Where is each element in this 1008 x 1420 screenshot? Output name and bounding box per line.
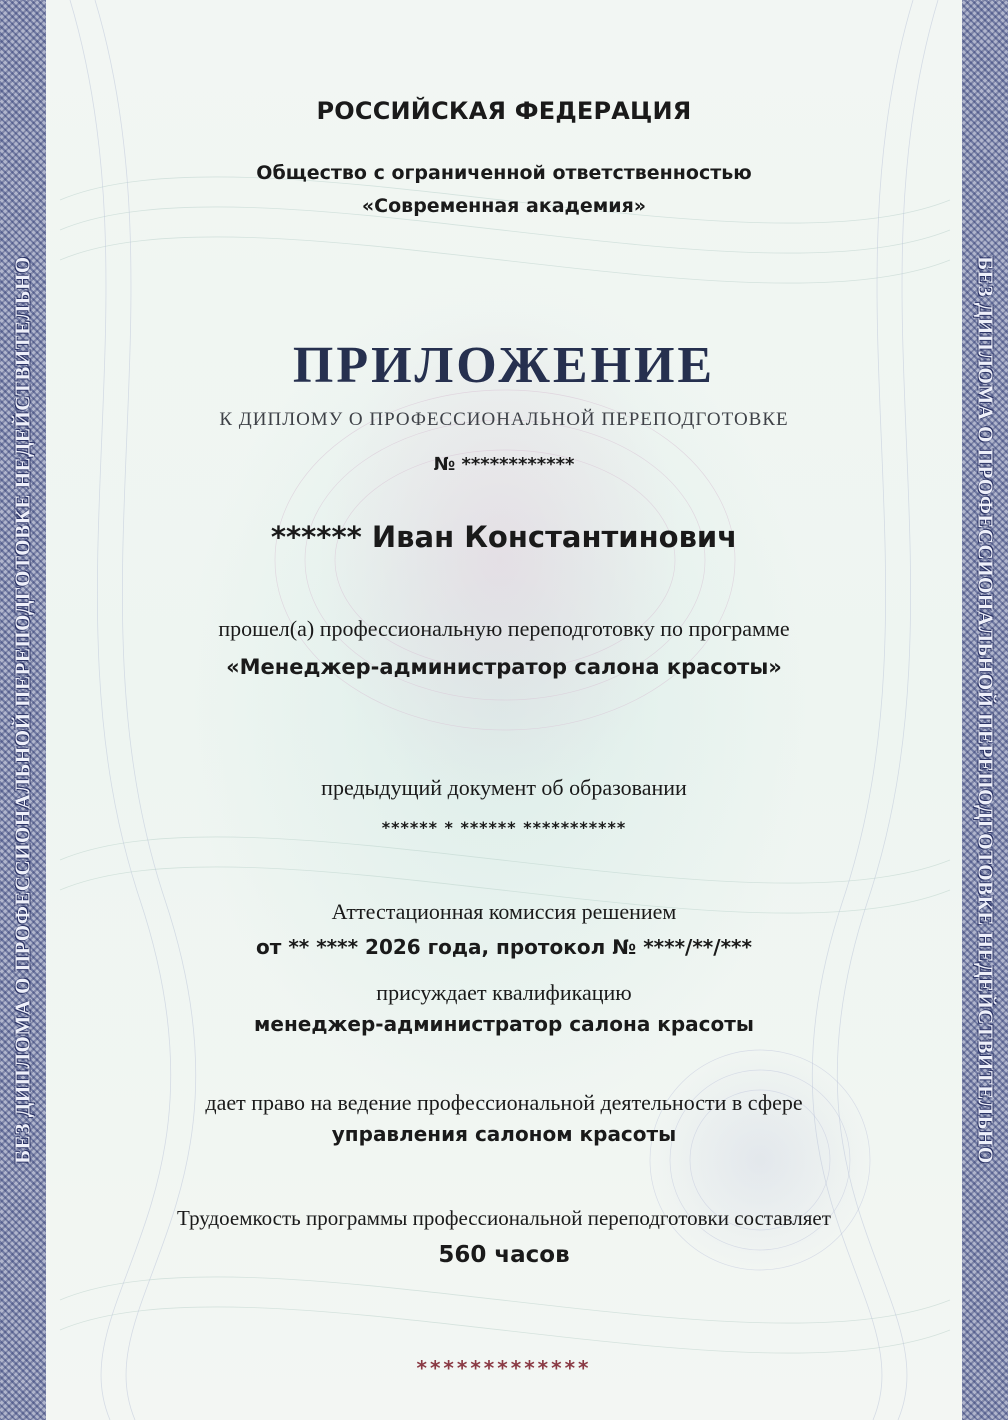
document-title: ПРИЛОЖЕНИЕ: [292, 337, 716, 394]
document-number: № ************: [433, 454, 575, 475]
program-name: «Менеджер-администратор салона красоты»: [226, 655, 782, 679]
document-subtitle: К ДИПЛОМУ О ПРОФЕССИОНАЛЬНОЙ ПЕРЕПОДГОТОВКЕ: [219, 409, 789, 430]
attestation-label: Аттестационная комиссия решением: [331, 899, 677, 924]
workload-label: Трудоемкость программы профессиональной переподготовки составляет: [177, 1206, 831, 1230]
side-text-left: БЕЗ ДИПЛОМА О ПРОФЕССИОНАЛЬНОЙ ПЕРЕПОДГОТОВКЕ НЕДЕЙСТВИТЕЛЬНО: [10, 256, 35, 1164]
qualification-value: менеджер-администратор салона красоты: [254, 1012, 754, 1036]
previous-education-value: ****** * ****** ***********: [381, 818, 627, 837]
rights-sphere: управления салоном красоты: [331, 1122, 677, 1146]
previous-education-label: предыдущий документ об образовании: [321, 775, 687, 800]
organization-type: Общество с ограниченной ответственностью: [256, 162, 752, 184]
organization-name: «Современная академия»: [361, 195, 647, 217]
rights-label: дает право на ведение профессиональной деятельности в сфере: [205, 1090, 803, 1115]
workload-value: 560 часов: [438, 1242, 570, 1268]
country-heading: РОССИЙСКАЯ ФЕДЕРАЦИЯ: [316, 97, 692, 125]
program-label: прошел(а) профессиональную переподготовку по программе: [218, 616, 790, 641]
attestation-decision: от ** **** 2026 года, протокол № ****/**/***: [256, 935, 752, 959]
footer-serial-stars: *************: [416, 1356, 592, 1380]
side-text-right: БЕЗ ДИПЛОМА О ПРОФЕССИОНАЛЬНОЙ ПЕРЕПОДГОТОВКЕ НЕДЕЙСТВИТЕЛЬНО: [973, 256, 998, 1164]
holder-full-name: ****** Иван Константинович: [270, 520, 738, 554]
qualification-label: присуждает квалификацию: [376, 980, 632, 1005]
